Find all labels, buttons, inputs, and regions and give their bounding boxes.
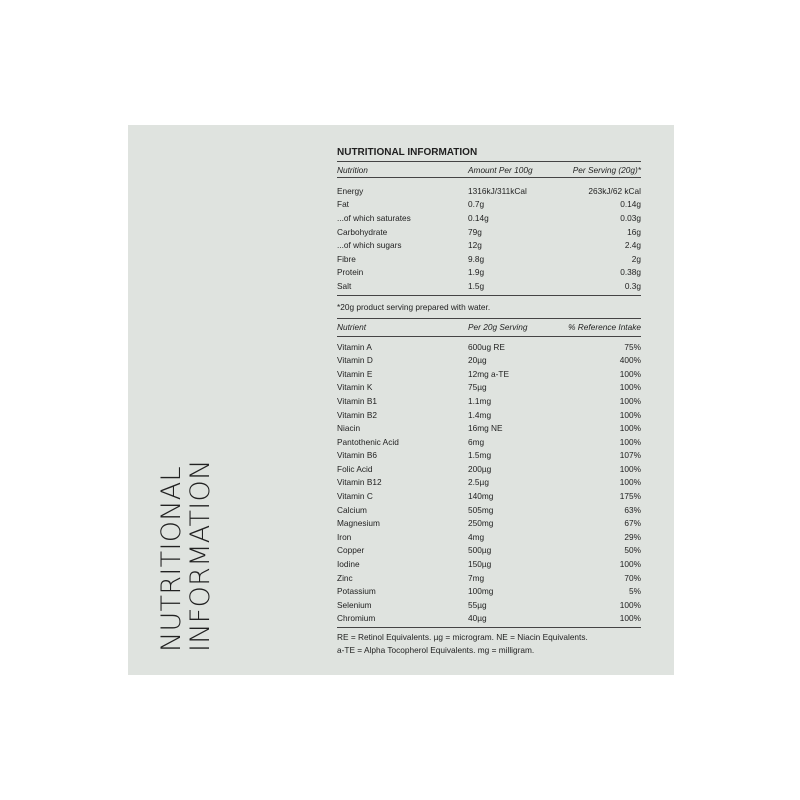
table-row: [337, 557, 641, 571]
row-label: Fat: [337, 199, 349, 210]
table-row: [337, 340, 641, 354]
table-row: [337, 408, 641, 422]
row-value: 0.14g: [620, 199, 641, 210]
row-amount: 4mg: [468, 531, 485, 542]
row-value: 100%: [619, 395, 641, 406]
row-label: Vitamin D: [337, 355, 373, 366]
row-value: 100%: [619, 436, 641, 447]
row-label: Selenium: [337, 599, 372, 610]
row-value: 100%: [619, 423, 641, 434]
row-amount: 55µg: [468, 599, 487, 610]
header-per-serving: Per Serving (20g)*: [572, 164, 641, 175]
row-value: 63%: [624, 504, 641, 515]
row-amount: 1.4mg: [468, 409, 492, 420]
row-amount: 1316kJ/311kCal: [468, 185, 527, 196]
header-nutrition: Nutrition: [337, 164, 368, 175]
row-label: Magnesium: [337, 518, 380, 529]
nutrition-header-row: [337, 162, 641, 177]
table-row: [337, 421, 641, 435]
row-amount: 2.5µg: [468, 477, 489, 488]
row-value: 175%: [619, 491, 641, 502]
row-value: 29%: [624, 531, 641, 542]
table-row: [337, 279, 641, 293]
row-amount: 12mg a-TE: [468, 368, 510, 379]
table-row: [337, 571, 641, 585]
table-row: [337, 612, 641, 626]
table-row: [337, 476, 641, 490]
row-amount: 6mg: [468, 436, 485, 447]
row-value: 5%: [629, 586, 641, 597]
row-label: Vitamin A: [337, 341, 372, 352]
footnote-1: RE = Retinol Equivalents. µg = microgram. NE = Niacin Equivalents.: [337, 632, 588, 643]
row-label: Vitamin K: [337, 382, 373, 393]
row-value: 100%: [619, 599, 641, 610]
table-row: [337, 252, 641, 266]
row-label: Niacin: [337, 423, 361, 434]
table-row: [337, 516, 641, 530]
row-value: 100%: [619, 382, 641, 393]
row-label: Vitamin B6: [337, 450, 377, 461]
header-nutrient: Nutrient: [337, 322, 367, 333]
row-value: 100%: [619, 368, 641, 379]
serving-note: *20g product serving prepared with water.: [337, 301, 491, 312]
row-label: Vitamin C: [337, 491, 373, 502]
row-label: Vitamin B2: [337, 409, 377, 420]
row-value: 100%: [619, 559, 641, 570]
row-label: Energy: [337, 185, 364, 196]
row-amount: 9.8g: [468, 253, 485, 264]
row-label: Folic Acid: [337, 463, 373, 474]
row-amount: 1.5mg: [468, 450, 492, 461]
table-row: [337, 394, 641, 408]
row-amount: 1.9g: [468, 267, 485, 278]
row-amount: 0.7g: [468, 199, 485, 210]
row-amount: 500µg: [468, 545, 492, 556]
row-label: Vitamin B12: [337, 477, 382, 488]
nutrition-table-area: [337, 145, 641, 657]
table-row: [337, 584, 641, 598]
row-amount: 250mg: [468, 518, 494, 529]
row-value: 100%: [619, 409, 641, 420]
table-title: NUTRITIONAL INFORMATION: [337, 145, 641, 162]
row-label: Chromium: [337, 613, 376, 624]
row-amount: 150µg: [468, 559, 492, 570]
row-label: Zinc: [337, 572, 353, 583]
table-row: [337, 184, 641, 198]
table-row: [337, 367, 641, 381]
row-value: 2g: [631, 253, 641, 264]
row-label: ...of which sugars: [337, 240, 402, 251]
row-value: 100%: [619, 477, 641, 488]
row-value: 0.38g: [620, 267, 641, 278]
row-label: Iodine: [337, 559, 360, 570]
side-title: [157, 459, 215, 652]
row-label: Protein: [337, 267, 364, 278]
table-row: [337, 435, 641, 449]
row-label: Carbohydrate: [337, 226, 388, 237]
table-row: [337, 353, 641, 367]
table-row: [337, 449, 641, 463]
row-label: Vitamin B1: [337, 395, 377, 406]
row-value: 16g: [627, 226, 641, 237]
row-value: 0.03g: [620, 212, 641, 223]
row-amount: 12g: [468, 240, 482, 251]
row-label: Copper: [337, 545, 365, 556]
header-reference-intake: % Reference Intake: [568, 322, 641, 333]
row-value: 70%: [624, 572, 641, 583]
table-row: [337, 266, 641, 280]
row-label: Vitamin E: [337, 368, 373, 379]
table-row: [337, 598, 641, 612]
row-label: ...of which saturates: [337, 212, 411, 223]
row-value: 263kJ/62 kCal: [588, 185, 641, 196]
row-amount: 0.14g: [468, 212, 489, 223]
table-row: [337, 238, 641, 252]
row-amount: 16mg NE: [468, 423, 503, 434]
side-title-line-1: NUTRITIONAL: [156, 466, 187, 652]
header-per-100g: Amount Per 100g: [468, 164, 533, 175]
row-label: Pantothenic Acid: [337, 436, 399, 447]
row-label: Potassium: [337, 586, 376, 597]
row-value: 2.4g: [624, 240, 641, 251]
table-row: [337, 462, 641, 476]
row-value: 0.3g: [624, 280, 641, 291]
nutrition-rows: [337, 184, 641, 293]
row-amount: 40µg: [468, 613, 487, 624]
row-amount: 1.1mg: [468, 395, 492, 406]
row-amount: 20µg: [468, 355, 487, 366]
row-amount: 200µg: [468, 463, 492, 474]
row-value: 100%: [619, 463, 641, 474]
row-amount: 1.5g: [468, 280, 485, 291]
row-amount: 505mg: [468, 504, 494, 515]
row-value: 75%: [624, 341, 641, 352]
table-row: [337, 489, 641, 503]
row-amount: 140mg: [468, 491, 494, 502]
row-amount: 79g: [468, 226, 482, 237]
row-label: Fibre: [337, 253, 356, 264]
vitamins-header-row: [337, 319, 641, 336]
table-row: [337, 503, 641, 517]
row-label: Calcium: [337, 504, 367, 515]
table-row: [337, 225, 641, 239]
row-amount: 75µg: [468, 382, 487, 393]
row-amount: 600ug RE: [468, 341, 505, 352]
row-amount: 100mg: [468, 586, 494, 597]
table-row: [337, 381, 641, 395]
side-title-line-2: INFORMATION: [185, 459, 216, 652]
header-per-20g: Per 20g Serving: [468, 322, 528, 333]
footnote-2: a-TE = Alpha Tocopherol Equivalents. mg = milligram.: [337, 645, 535, 656]
table-row: [337, 530, 641, 544]
row-value: 400%: [619, 355, 641, 366]
row-label: Iron: [337, 531, 352, 542]
row-label: Salt: [337, 280, 352, 291]
row-value: 107%: [619, 450, 641, 461]
table-row: [337, 544, 641, 558]
row-amount: 7mg: [468, 572, 485, 583]
vitamin-rows: [337, 340, 641, 625]
row-value: 67%: [624, 518, 641, 529]
table-row: [337, 211, 641, 225]
row-value: 50%: [624, 545, 641, 556]
row-value: 100%: [619, 613, 641, 624]
divider: [337, 295, 641, 296]
table-row: [337, 198, 641, 212]
